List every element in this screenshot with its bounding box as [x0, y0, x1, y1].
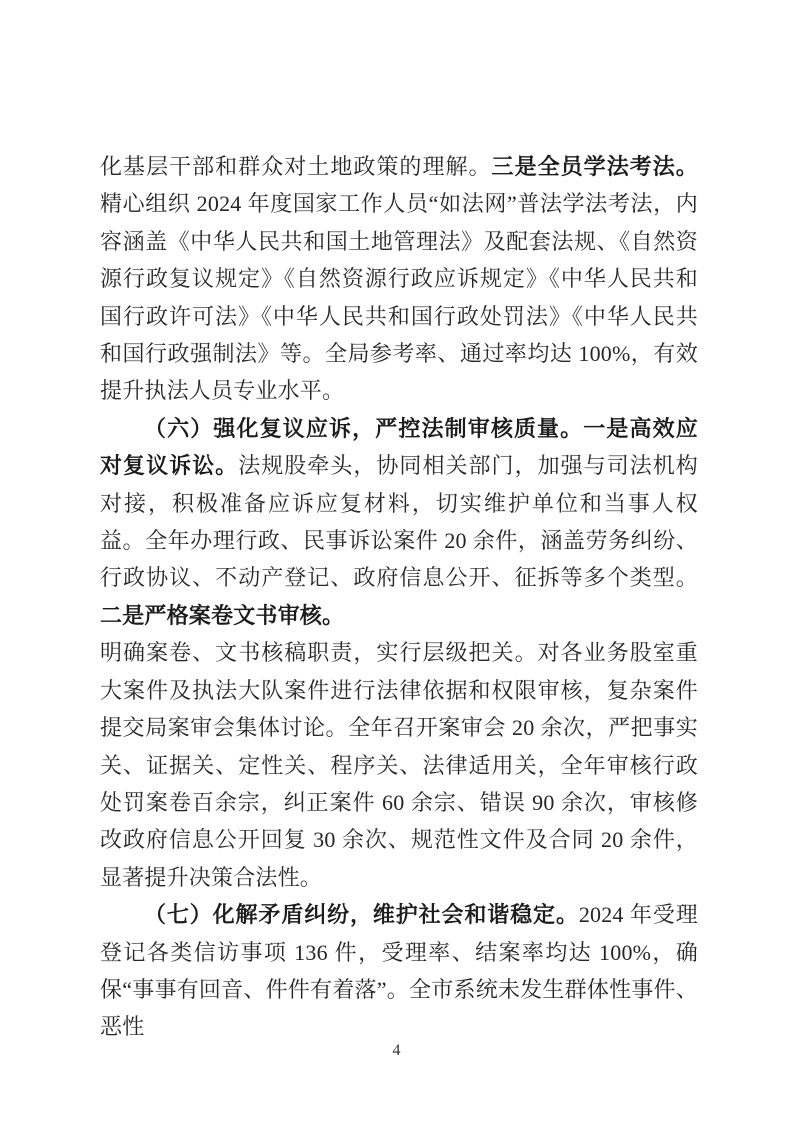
bold-text-run: （七）化解矛盾纠纷，维护社会和谐稳定。 — [144, 902, 579, 928]
text-run: 法规股牵头，协同相关部门，加强与司法机构对接，积极准备应诉应复材料，切实维护单位和当事人权益。全年办理行政、民事诉讼案件 20 余件，涵盖劳务纠纷、行政协议、不动产登记、政府信息公开、征拆等多个类型。 — [100, 453, 698, 591]
text-run: 化基层干部和群众对土地政策的理解。 — [100, 154, 492, 179]
text-run: 精心组织 2024 年度国家工作人员“如法网”普法学法考法，内容涵盖《中华人民共和国土地管理法》及配套法规、《自然资源行政复议规定》《自然资源行政应诉规定》《中华人民共和国行政许可法》《中华人民共和国行政处罚法》《中华人民共和国行政强制法》等。全局参考率、通过率均达 100%，有效提升执法人员专业水平。 — [100, 191, 698, 404]
paragraph — [100, 148, 698, 410]
text-run: 2024 年受理登记各类信访事项 136 件，受理率、结案率均达 100%，确保“事事有回音、件件有着落”。全市系统未发生群体性事件、恶性 — [100, 902, 698, 1040]
bold-text-run: 三是全员学法考法。 — [491, 154, 698, 179]
paragraph — [100, 896, 698, 1046]
text-run: 明确案卷、文书核稿职责，实行层级把关。对各业务股室重大案件及执法大队案件进行法律依据和权限审核，复杂案件提交局案审会集体讨论。全年召开案审会 20 余次，严把事实关、证据关、定性关、程序关、法律适用关，全年审核行政处罚案卷百余宗，纠正案件 60 余宗、错误 90 余次，审核修改政府信息公开回复 30 余次、规范性文件及合同 20 余件，显著提升决策合法性。 — [100, 640, 698, 890]
bold-text-run: 二是严格案卷文书审核。 — [100, 602, 345, 628]
paragraph — [100, 410, 698, 634]
paragraph — [100, 634, 698, 896]
document-body — [100, 148, 698, 1046]
bold-text-run: （六）强化复议应诉，严控法制审核质量。一是高效应对复议诉讼。 — [100, 415, 698, 479]
page-number: 4 — [392, 1042, 401, 1059]
